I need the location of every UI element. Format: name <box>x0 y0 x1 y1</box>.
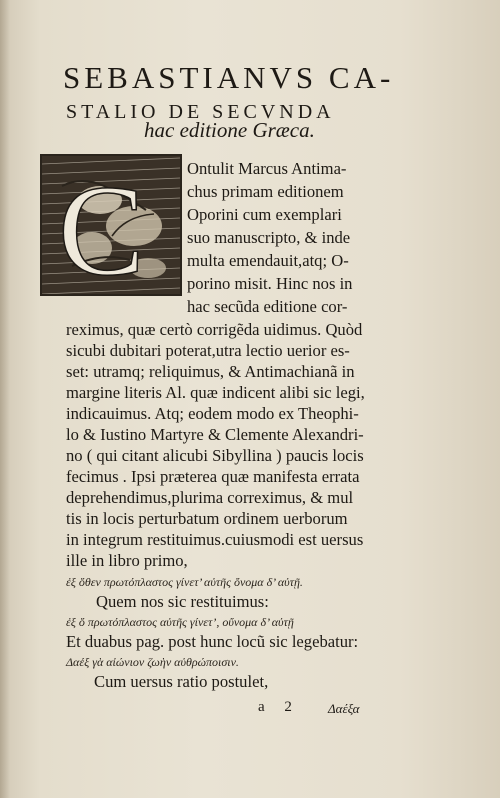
body-line: lo & Iustino Martyre & Clemente Alexandri- <box>66 425 364 444</box>
body-line: tis in locis perturbatum ordinem uerborum <box>66 509 348 528</box>
body-line: fecimus . Ipsi præterea quæ manifesta errata <box>66 467 360 486</box>
body-line: sicubi dubitari poterat,utra lectio uerior es- <box>66 341 350 360</box>
body-line: set: utramq; reliquimus, & Antimachianã in <box>66 362 355 381</box>
woodcut-initial <box>40 154 182 296</box>
body-line: hac secũda editione cor- <box>187 297 348 316</box>
body-line: deprehendimus,plurima correximus, & mul <box>66 488 354 507</box>
signature-mark: a 2 <box>258 699 300 715</box>
body-line-et: Et duabus pag. post hunc locũ sic legebatur: <box>66 632 359 651</box>
catchword: Δαέξα <box>328 701 360 716</box>
body-line: margine literis Al. quæ indicent alibi sic legi, <box>66 383 365 402</box>
body-line: no ( qui citant alicubi Sibyllina ) paucis locis <box>66 446 364 465</box>
page-subheading: hac editione Græca. <box>144 118 315 142</box>
initial-letter: C <box>58 159 145 294</box>
page-heading-line2: STALIO DE SECVNDA <box>66 101 335 123</box>
body-line-cum: Cum uersus ratio postulet, <box>94 672 269 691</box>
body-line: in integrum restituimus.cuiusmodi est uersus <box>66 530 364 549</box>
body-line: reximus, quæ certò corrigẽda uidimus. Quòd <box>66 320 363 339</box>
body-line: Ontulit Marcus Antima- <box>187 159 347 178</box>
body-line: suo manuscripto, & inde <box>187 228 351 247</box>
body-line: Oporini cum exemplari <box>187 205 342 224</box>
greek-verse-restored: ἐξ ὅ πρωτόπλαστος αὐτῆς γίνετ’, οὔνομα δ’ αὐτῇ <box>66 615 294 629</box>
body-line: multa emendauit,atq; O- <box>187 251 349 270</box>
greek-verse-later: Δαέξ γὰ αἰώνιον ζωὴν αὐθρώποισιν. <box>66 655 239 669</box>
body-line: chus primam editionem <box>187 182 344 201</box>
body-line-quem: Quem nos sic restituimus: <box>96 592 269 611</box>
page-heading-line1: SEBASTIANVS CA- <box>63 60 395 95</box>
woodcut-illustration <box>42 156 180 294</box>
body-line: porino misit. Hinc nos in <box>187 274 353 293</box>
body-line: indicauimus. Atq; eodem modo ex Theophi- <box>66 404 359 423</box>
body-line: ille in libro primo, <box>66 551 188 570</box>
greek-verse-original: ἐξ ὅθεν πρωτόπλαστος γίνετ’ αὐτῆς ὄνομα δ’ αὐτῇ. <box>66 575 303 589</box>
